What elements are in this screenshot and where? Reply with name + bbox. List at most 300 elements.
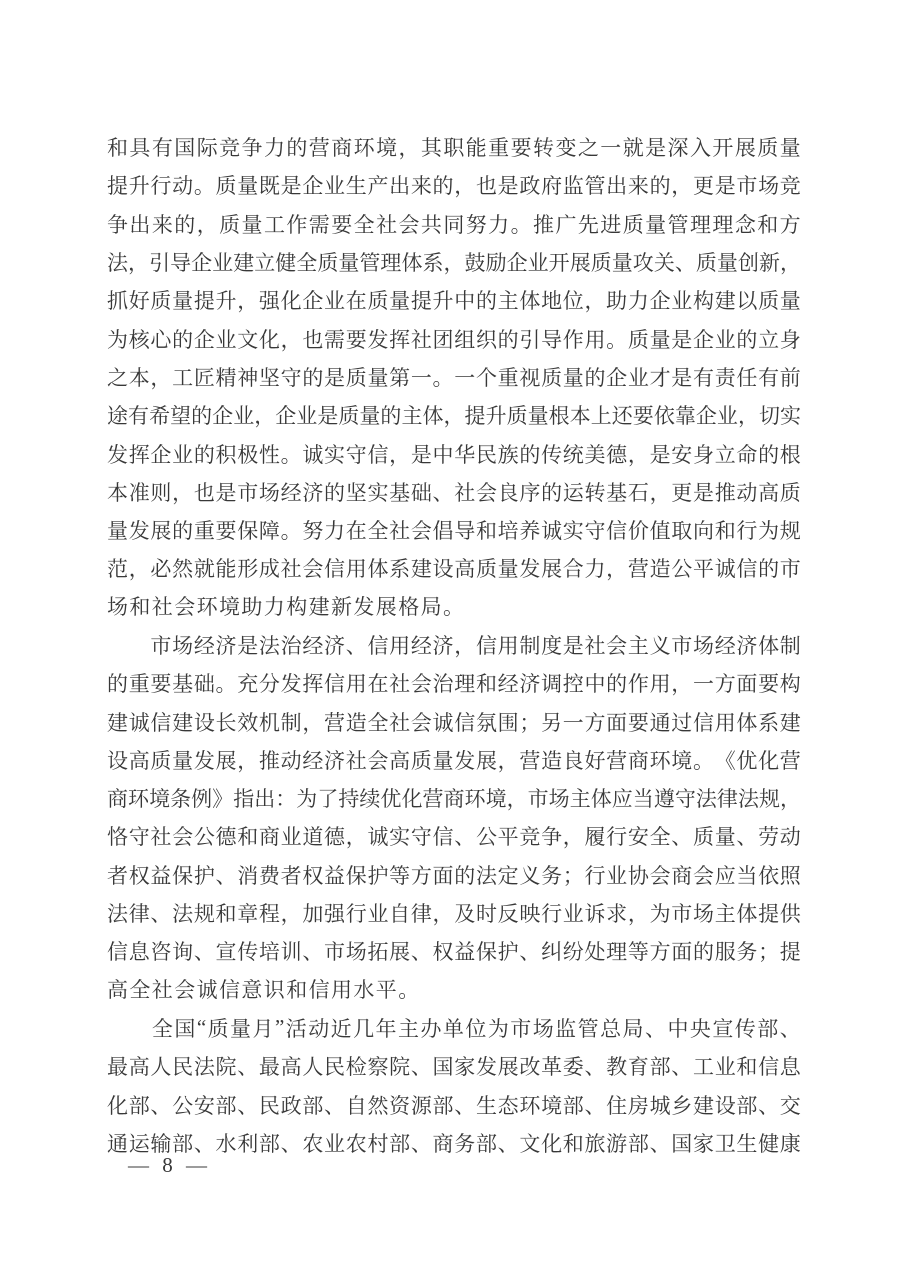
glyph: 上 bbox=[590, 404, 612, 429]
glyph: 要 bbox=[331, 212, 353, 237]
glyph: 咨 bbox=[150, 940, 172, 965]
glyph: 企 bbox=[649, 289, 671, 314]
glyph: 交 bbox=[779, 1093, 801, 1118]
glyph: 导 bbox=[541, 327, 563, 352]
glyph: 业 bbox=[324, 1131, 346, 1156]
glyph: 。 bbox=[215, 672, 237, 697]
glyph: 企 bbox=[302, 289, 324, 314]
glyph: 展 bbox=[541, 557, 563, 582]
glyph: 还 bbox=[611, 404, 633, 429]
glyph: 、 bbox=[758, 1093, 780, 1118]
glyph: 挥 bbox=[389, 327, 411, 352]
glyph: 来 bbox=[151, 212, 173, 237]
glyph: 个 bbox=[475, 365, 497, 390]
glyph: ， bbox=[345, 825, 367, 850]
glyph: 总 bbox=[600, 1016, 622, 1041]
glyph: 展 bbox=[569, 251, 591, 276]
glyph: 业 bbox=[714, 327, 736, 352]
glyph: 构 bbox=[779, 672, 801, 697]
glyph: 信 bbox=[475, 634, 497, 658]
glyph: 主 bbox=[398, 1016, 419, 1041]
glyph: 前 bbox=[779, 365, 801, 390]
glyph: 形 bbox=[237, 557, 259, 582]
glyph: 部 bbox=[215, 1093, 237, 1118]
glyph: 升 bbox=[128, 174, 150, 199]
glyph: 作 bbox=[627, 672, 649, 697]
glyph: 部 bbox=[128, 1093, 150, 1118]
glyph: 量 bbox=[172, 748, 194, 773]
glyph: 运 bbox=[562, 480, 584, 505]
text-line bbox=[107, 473, 801, 511]
glyph: 社 bbox=[150, 825, 172, 850]
glyph: 市 bbox=[324, 940, 346, 965]
glyph: ， bbox=[280, 902, 302, 927]
glyph: 康 bbox=[779, 1131, 801, 1156]
glyph: 公 bbox=[193, 825, 215, 850]
glyph: 责 bbox=[714, 365, 736, 390]
glyph: 的 bbox=[649, 174, 671, 199]
glyph: 德 bbox=[215, 825, 237, 850]
glyph: 法 bbox=[172, 902, 194, 927]
glyph: 业 bbox=[324, 174, 346, 199]
glyph: 体 bbox=[422, 404, 444, 429]
glyph: 最 bbox=[107, 1055, 128, 1080]
glyph: 行 bbox=[345, 902, 367, 927]
glyph: 业 bbox=[215, 327, 237, 352]
glyph: 展 bbox=[389, 940, 411, 965]
glyph: 为 bbox=[487, 1016, 509, 1041]
glyph: 能 bbox=[465, 136, 487, 161]
glyph: 部 bbox=[757, 1016, 779, 1041]
glyph: ， bbox=[780, 251, 801, 276]
glyph: 的 bbox=[606, 672, 628, 697]
glyph: 规 bbox=[779, 519, 801, 544]
glyph: 变 bbox=[555, 136, 577, 161]
glyph: 工 bbox=[172, 365, 194, 390]
glyph: 信 bbox=[692, 710, 714, 735]
glyph: 、 bbox=[193, 940, 215, 965]
glyph: 部 bbox=[432, 1093, 454, 1118]
glyph: 、 bbox=[736, 825, 758, 850]
glyph: 身 bbox=[692, 442, 714, 467]
glyph: 体 bbox=[736, 902, 758, 927]
glyph: 面 bbox=[432, 863, 454, 888]
glyph: 询 bbox=[172, 940, 194, 965]
glyph: 性 bbox=[258, 442, 280, 467]
glyph: 商 bbox=[671, 863, 693, 888]
text-line bbox=[107, 281, 801, 319]
glyph: 靠 bbox=[674, 404, 696, 429]
glyph: 传 bbox=[734, 1016, 756, 1041]
glyph: 根 bbox=[779, 442, 801, 467]
glyph: 的 bbox=[107, 672, 128, 697]
glyph: 升 bbox=[215, 289, 237, 314]
glyph: 理 bbox=[380, 251, 402, 276]
glyph: 努 bbox=[465, 212, 487, 237]
glyph: 房 bbox=[627, 1093, 649, 1118]
glyph: 念 bbox=[734, 212, 756, 237]
glyph: 以 bbox=[736, 289, 758, 314]
glyph: 活 bbox=[285, 1016, 307, 1041]
glyph: 场 bbox=[758, 174, 780, 199]
glyph: 实 bbox=[324, 442, 346, 467]
glyph: 安 bbox=[193, 1093, 215, 1118]
glyph: 方 bbox=[714, 672, 736, 697]
glyph: 家 bbox=[692, 1131, 714, 1156]
glyph: 保 bbox=[172, 863, 194, 888]
glyph: 分 bbox=[258, 672, 280, 697]
glyph: 和 bbox=[736, 1055, 758, 1080]
glyph: 展 bbox=[150, 519, 172, 544]
glyph: 向 bbox=[692, 519, 714, 544]
glyph: 导 bbox=[170, 251, 192, 276]
glyph: 质 bbox=[758, 289, 780, 314]
glyph: 市 bbox=[510, 1016, 532, 1041]
glyph: 市 bbox=[671, 634, 693, 658]
glyph: 境 bbox=[149, 787, 171, 812]
glyph: 本 bbox=[569, 404, 591, 429]
glyph: 信 bbox=[107, 940, 128, 965]
glyph: 信 bbox=[150, 710, 172, 735]
glyph: 的 bbox=[475, 289, 497, 314]
glyph: 行 bbox=[736, 519, 758, 544]
glyph: 取 bbox=[671, 519, 693, 544]
glyph: ， bbox=[237, 748, 259, 773]
glyph: 立 bbox=[714, 442, 736, 467]
glyph: 、 bbox=[649, 1131, 671, 1156]
glyph: 、 bbox=[215, 863, 237, 888]
glyph: 量 bbox=[527, 404, 549, 429]
glyph: 匠 bbox=[193, 365, 215, 390]
glyph: 、 bbox=[237, 1093, 259, 1118]
glyph: 规 bbox=[758, 787, 780, 812]
glyph: 力 bbox=[263, 136, 285, 161]
glyph: 建 bbox=[714, 289, 736, 314]
glyph: 环 bbox=[128, 787, 150, 812]
text-line bbox=[107, 626, 801, 664]
glyph: 本 bbox=[128, 365, 150, 390]
glyph: 立 bbox=[758, 327, 780, 352]
glyph: 履 bbox=[584, 825, 606, 850]
text-line bbox=[107, 549, 801, 587]
glyph: 环 bbox=[519, 1093, 541, 1118]
text-line bbox=[107, 932, 801, 970]
glyph: 业 bbox=[527, 251, 549, 276]
glyph: 社 bbox=[345, 748, 367, 773]
glyph: 住 bbox=[606, 1093, 628, 1118]
glyph: 其 bbox=[420, 136, 442, 161]
glyph: 是 bbox=[692, 480, 714, 505]
glyph: 业 bbox=[324, 289, 346, 314]
glyph: ， bbox=[443, 251, 465, 276]
glyph: 坚 bbox=[258, 365, 280, 390]
glyph: 良 bbox=[562, 748, 584, 773]
glyph: 充 bbox=[237, 672, 259, 697]
glyph: 业 bbox=[212, 251, 234, 276]
text-line bbox=[107, 741, 801, 779]
glyph: 检 bbox=[345, 1055, 367, 1080]
glyph: 及 bbox=[454, 902, 476, 927]
glyph: 展 bbox=[475, 748, 497, 773]
glyph: 然 bbox=[367, 1093, 389, 1118]
glyph: 法 bbox=[475, 863, 497, 888]
glyph: 营 bbox=[519, 748, 541, 773]
glyph: 一 bbox=[600, 136, 622, 161]
glyph: 社 bbox=[410, 327, 432, 352]
glyph: 应 bbox=[611, 787, 633, 812]
glyph: 济 bbox=[302, 480, 324, 505]
glyph: ， bbox=[432, 902, 454, 927]
glyph: 旅 bbox=[584, 1131, 606, 1156]
glyph: 年 bbox=[375, 1016, 397, 1041]
glyph: 控 bbox=[562, 672, 584, 697]
glyph: 市 bbox=[150, 634, 172, 658]
glyph: 、 bbox=[193, 1131, 215, 1156]
glyph: 就 bbox=[193, 557, 215, 582]
glyph: 也 bbox=[193, 480, 215, 505]
glyph: 生 bbox=[475, 1093, 497, 1118]
glyph: 会 bbox=[410, 672, 432, 697]
glyph: 出 bbox=[254, 787, 276, 812]
text-line bbox=[107, 894, 801, 932]
glyph: 信 bbox=[432, 825, 454, 850]
glyph: 国 bbox=[174, 136, 196, 161]
glyph: 好 bbox=[128, 289, 150, 314]
glyph: 企 bbox=[606, 365, 628, 390]
glyph: ， bbox=[443, 404, 465, 429]
glyph: 。 bbox=[692, 748, 714, 773]
glyph: 会 bbox=[606, 634, 628, 658]
glyph: 建 bbox=[779, 710, 801, 735]
glyph: 方 bbox=[779, 212, 801, 237]
glyph: 部 bbox=[302, 1093, 324, 1118]
glyph: 量 bbox=[497, 557, 519, 582]
glyph: 察 bbox=[367, 1055, 389, 1080]
glyph: 政 bbox=[519, 174, 541, 199]
glyph: 进 bbox=[600, 212, 622, 237]
glyph: 之 bbox=[577, 136, 599, 161]
glyph: 、 bbox=[410, 1055, 432, 1080]
glyph: 建 bbox=[233, 251, 255, 276]
glyph: 引 bbox=[149, 251, 171, 276]
glyph: 院 bbox=[215, 1055, 237, 1080]
glyph: 传 bbox=[237, 940, 259, 965]
glyph: 第 bbox=[389, 365, 411, 390]
glyph: 业 bbox=[233, 404, 255, 429]
glyph: 任 bbox=[736, 365, 758, 390]
glyph: 有 bbox=[128, 404, 150, 429]
glyph: 诚 bbox=[432, 710, 454, 735]
glyph: 质 bbox=[627, 327, 649, 352]
glyph: 、 bbox=[410, 940, 432, 965]
glyph: 立 bbox=[254, 251, 276, 276]
glyph: 业 bbox=[714, 1055, 736, 1080]
glyph: 营 bbox=[627, 557, 649, 582]
glyph: 位 bbox=[465, 1016, 487, 1041]
glyph: 社 bbox=[389, 672, 411, 697]
glyph: 的 bbox=[193, 442, 215, 467]
glyph: 续 bbox=[359, 787, 381, 812]
glyph: 农 bbox=[302, 1131, 324, 1156]
glyph: 在 bbox=[345, 519, 367, 544]
glyph: 最 bbox=[258, 1055, 280, 1080]
glyph: ； bbox=[758, 940, 780, 965]
glyph: 德 bbox=[324, 825, 346, 850]
glyph: 动 bbox=[172, 174, 194, 199]
glyph: 质 bbox=[207, 1016, 229, 1041]
glyph: 建 bbox=[692, 1093, 714, 1118]
glyph: 水 bbox=[215, 1131, 237, 1156]
glyph: 持 bbox=[338, 787, 360, 812]
glyph: 守 bbox=[410, 825, 432, 850]
glyph: ， bbox=[780, 787, 801, 812]
glyph: 积 bbox=[215, 442, 237, 467]
glyph: ， bbox=[389, 442, 411, 467]
glyph: 主 bbox=[627, 634, 649, 658]
glyph: 济 bbox=[324, 634, 346, 658]
glyph: 市 bbox=[671, 902, 693, 927]
glyph: 、 bbox=[454, 1093, 476, 1118]
glyph: 业 bbox=[367, 902, 389, 927]
glyph bbox=[129, 630, 150, 660]
glyph: 自 bbox=[389, 902, 411, 927]
glyph: 、 bbox=[519, 940, 541, 965]
glyph: 业 bbox=[172, 442, 194, 467]
glyph: 协 bbox=[627, 863, 649, 888]
glyph: 生 bbox=[736, 1131, 758, 1156]
glyph: 企 bbox=[302, 174, 324, 199]
glyph: 城 bbox=[649, 1093, 671, 1118]
glyph: 的 bbox=[692, 940, 714, 965]
glyph: 守 bbox=[584, 519, 606, 544]
glyph: 的 bbox=[286, 136, 308, 161]
glyph: 商 bbox=[432, 1131, 454, 1156]
glyph: 发 bbox=[280, 672, 302, 697]
glyph: 体 bbox=[736, 710, 758, 735]
glyph: 良 bbox=[497, 480, 519, 505]
glyph: 广 bbox=[555, 212, 577, 237]
glyph: 制 bbox=[280, 710, 302, 735]
glyph: 、 bbox=[345, 634, 367, 658]
glyph: 好 bbox=[584, 748, 606, 773]
glyph: 体 bbox=[519, 289, 541, 314]
glyph: 守 bbox=[280, 365, 302, 390]
glyph: 华 bbox=[454, 442, 476, 467]
glyph: 既 bbox=[258, 174, 280, 199]
glyph: 诚 bbox=[128, 710, 150, 735]
glyph: 环 bbox=[464, 787, 486, 812]
glyph: 高 bbox=[454, 557, 476, 582]
glyph: 提 bbox=[410, 289, 432, 314]
glyph: 出 bbox=[606, 174, 628, 199]
glyph: 度 bbox=[541, 634, 563, 658]
glyph: 切 bbox=[758, 404, 780, 429]
glyph: 等 bbox=[627, 940, 649, 965]
glyph: 族 bbox=[497, 442, 519, 467]
glyph: 重 bbox=[488, 136, 510, 161]
glyph: 石 bbox=[627, 480, 649, 505]
glyph: 之 bbox=[107, 365, 128, 390]
glyph: 构 bbox=[692, 289, 714, 314]
glyph: 保 bbox=[237, 519, 259, 544]
text-line bbox=[107, 358, 801, 396]
text-line bbox=[107, 856, 801, 894]
glyph: 消 bbox=[237, 863, 259, 888]
glyph: 途 bbox=[107, 404, 128, 429]
text-line bbox=[107, 1047, 801, 1085]
glyph: 方 bbox=[410, 863, 432, 888]
glyph: 是 bbox=[317, 404, 339, 429]
glyph: 量 bbox=[779, 136, 801, 161]
glyph: 设 bbox=[714, 1093, 736, 1118]
glyph: 商 bbox=[443, 787, 465, 812]
glyph: 场 bbox=[692, 634, 714, 658]
glyph: 主 bbox=[401, 404, 423, 429]
text-line bbox=[107, 1124, 801, 1162]
glyph: 义 bbox=[519, 863, 541, 888]
glyph: 身 bbox=[779, 327, 801, 352]
glyph: 律 bbox=[410, 902, 432, 927]
glyph: 全 bbox=[367, 710, 389, 735]
glyph: 部 bbox=[736, 1093, 758, 1118]
glyph: 场 bbox=[548, 787, 570, 812]
glyph: 也 bbox=[302, 327, 324, 352]
glyph: 础 bbox=[410, 480, 432, 505]
glyph: 根 bbox=[548, 404, 570, 429]
glyph: 共 bbox=[420, 212, 442, 237]
glyph: 量 bbox=[562, 365, 584, 390]
glyph: 量 bbox=[367, 365, 389, 390]
glyph: 环 bbox=[649, 748, 671, 773]
glyph: 办 bbox=[420, 1016, 442, 1041]
glyph: 例 bbox=[191, 787, 213, 812]
glyph: 关 bbox=[653, 251, 675, 276]
glyph: 的 bbox=[302, 365, 324, 390]
glyph: 企 bbox=[506, 251, 528, 276]
glyph: 培 bbox=[258, 940, 280, 965]
glyph: 济 bbox=[519, 672, 541, 697]
glyph: 质 bbox=[367, 289, 389, 314]
glyph: 是 bbox=[410, 442, 432, 467]
glyph: 合 bbox=[562, 557, 584, 582]
glyph: 化 bbox=[280, 289, 302, 314]
glyph: 团 bbox=[432, 327, 454, 352]
glyph: 行 bbox=[541, 902, 563, 927]
glyph: 质 bbox=[475, 557, 497, 582]
glyph: 视 bbox=[519, 365, 541, 390]
glyph: 神 bbox=[237, 365, 259, 390]
glyph: 人 bbox=[302, 1055, 324, 1080]
glyph: 息 bbox=[128, 940, 150, 965]
glyph: 用 bbox=[584, 327, 606, 352]
glyph: 革 bbox=[541, 1055, 563, 1080]
glyph: 动 bbox=[779, 825, 801, 850]
glyph: 挥 bbox=[302, 672, 324, 697]
glyph: 的 bbox=[172, 519, 194, 544]
glyph: 化 bbox=[758, 748, 780, 773]
glyph: 单 bbox=[442, 1016, 464, 1041]
glyph: 息 bbox=[779, 1055, 801, 1080]
glyph: 质 bbox=[541, 365, 563, 390]
glyph: 企 bbox=[193, 327, 215, 352]
text-line bbox=[107, 779, 801, 817]
glyph: 质 bbox=[506, 404, 528, 429]
glyph: 市 bbox=[779, 557, 801, 582]
glyph: ， bbox=[649, 480, 671, 505]
glyph: 体 bbox=[367, 557, 389, 582]
glyph: 民 bbox=[324, 1055, 346, 1080]
glyph: 业 bbox=[606, 863, 628, 888]
